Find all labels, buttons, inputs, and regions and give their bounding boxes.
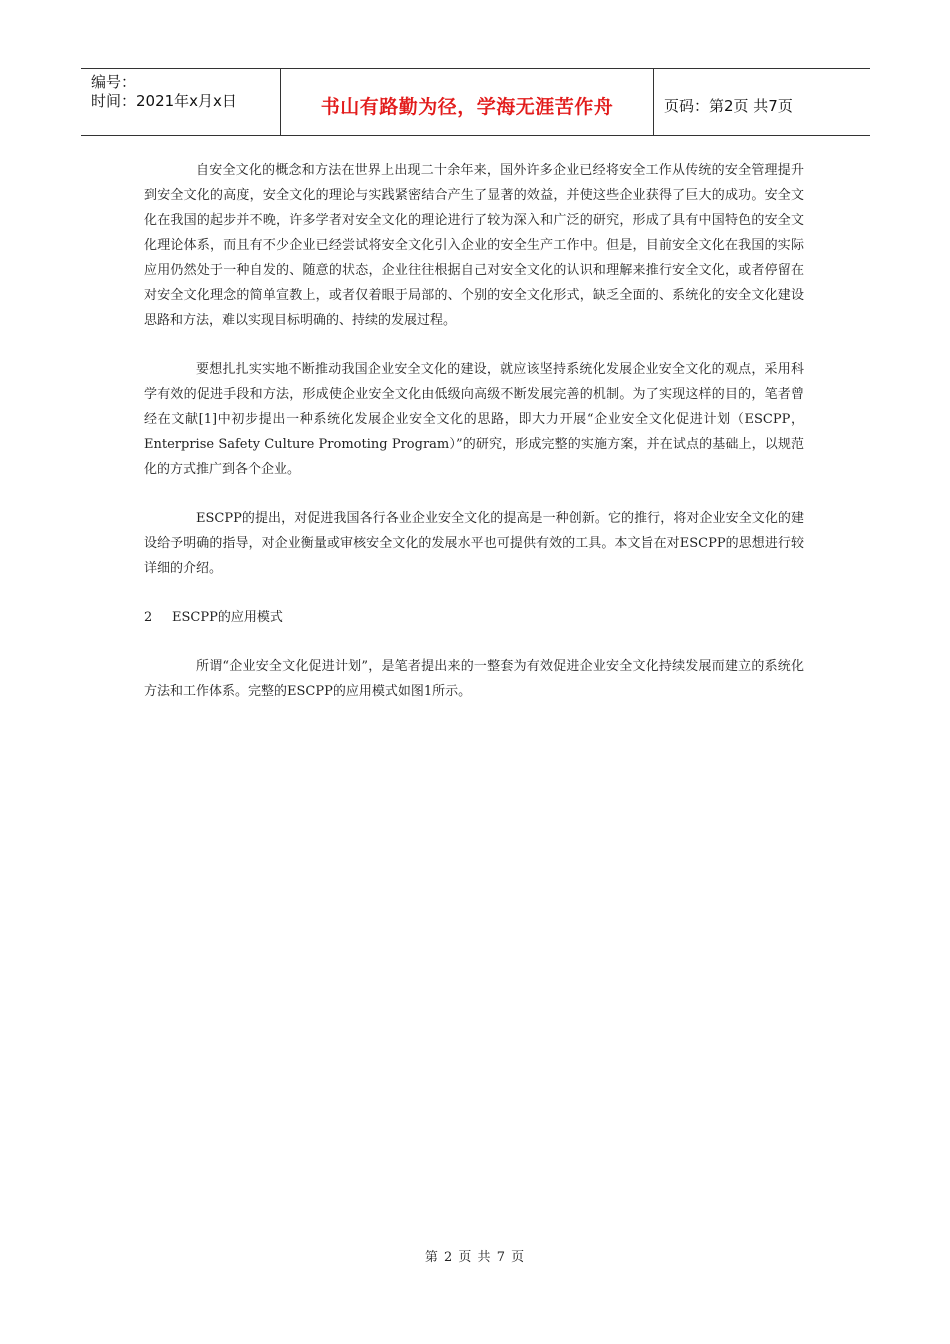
section-heading (144, 605, 804, 630)
document-number-label: 编号： (91, 73, 137, 91)
header-motto: 书山有路勤为径，学海无涯苦作舟 (320, 95, 614, 118)
section-number: 2 (144, 610, 153, 625)
paragraph-2: 要想扎扎实实地不断推动我国企业安全文化的建设，就应该坚持系统化发展企业安全文化的观点，采用科学有效的促进手段和方法，形成使企业安全文化由低级向高级不断发展完善的机制。为了实现这样的目的，笔者曾经在文献[1]中初步提出一种系统化发展企业安全文化的思路，即大力开展“企业安全文化促进计划（ESCPP，Enterprise Safety Culture Promoting Program）”的研究，形成完整的实施方案，并在试点的基础上，以规范化的方式推广到各个企业。 (144, 362, 804, 477)
document-body (144, 158, 804, 728)
section-title: ESCPP的应用模式 (172, 610, 283, 625)
paragraph-3: ESCPP的提出，对促进我国各行各业企业安全文化的提高是一种创新。它的推行，将对企业安全文化的建设给予明确的指导，对企业衡量或审核安全文化的发展水平也可提供有效的工具。本文旨在对ESCPP的思想进行较详细的介绍。 (144, 511, 804, 576)
header-page-cell (654, 69, 870, 135)
paragraph-1: 自安全文化的概念和方法在世界上出现二十余年来，国外许多企业已经将安全工作从传统的安全管理提升到安全文化的高度，安全文化的理论与实践紧密结合产生了显著的效益，并使这些企业获得了巨大的成功。安全文化在我国的起步并不晚，许多学者对安全文化的理论进行了较为深入和广泛的研究，形成了具有中国特色的安全文化理论体系，而且有不少企业已经尝试将安全文化引入企业的安全生产工作中。但是，目前安全文化在我国的实际应用仍然处于一种自发的、随意的状态，企业往往根据自己对安全文化的认识和理解来推行安全文化，或者停留在对安全文化理念的简单宣教上，或者仅着眼于局部的、个别的安全文化形式，缺乏全面的、系统化的安全文化建设思路和方法，难以实现目标明确的、持续的发展过程。 (144, 163, 804, 328)
paragraph-4: 所谓“企业安全文化促进计划”，是笔者提出来的一整套为有效促进企业安全文化持续发展而建立的系统化方法和工作体系。完整的ESCPP的应用模式如图1所示。 (144, 659, 804, 699)
page-footer: 第 2 页 共 7 页 (424, 1250, 526, 1265)
header-motto-cell (281, 69, 654, 135)
page-header (81, 68, 870, 136)
header-page-number: 页码：第2页 共7页 (664, 96, 793, 115)
document-date-label: 时间：2021年x月x日 (91, 92, 237, 110)
header-meta-cell (81, 69, 281, 135)
